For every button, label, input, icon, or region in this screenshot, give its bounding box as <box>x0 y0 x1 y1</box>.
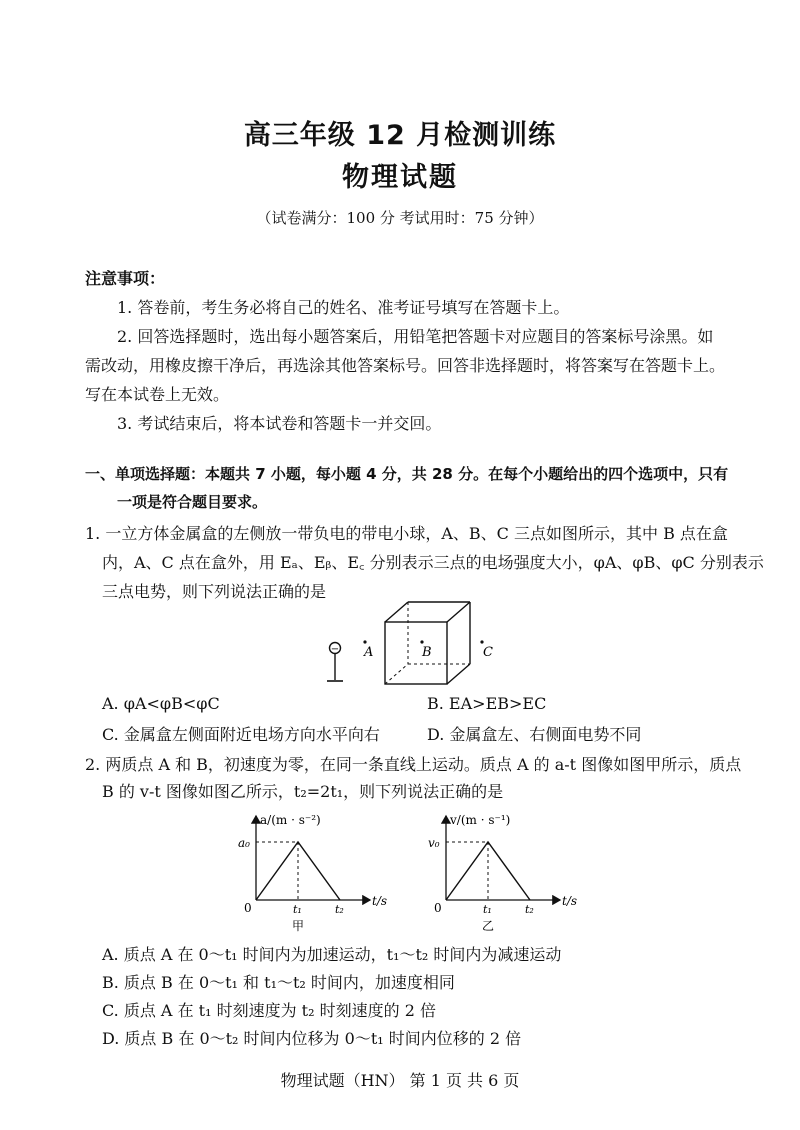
graph-b-xlabel: t/s <box>562 894 578 908</box>
graph-a-xlabel: t/s <box>372 894 388 908</box>
cube-hidden-edge <box>385 664 408 684</box>
point-b-dot <box>420 640 423 643</box>
cube-front-face <box>385 622 447 684</box>
cube-edge <box>447 664 470 684</box>
q2-option-d: D. 质点 B 在 0～t₂ 时间内位移为 0～t₁ 时间内位移的 2 倍 <box>102 1029 522 1048</box>
graph-b-origin: 0 <box>434 901 442 915</box>
point-a-dot <box>363 640 366 643</box>
graph-b-t2: t₂ <box>525 903 534 916</box>
exam-info: （试卷满分：100 分 考试用时：75 分钟） <box>256 209 544 227</box>
cube-edge <box>385 602 408 622</box>
notice-line-4: 写在本试卷上无效。 <box>85 385 230 404</box>
graph-b-caption: 乙 <box>482 919 495 933</box>
q2-text-2: B 的 v-t 图像如图乙所示，t₂=2t₁，则下列说法正确的是 <box>102 782 504 801</box>
page-title: 高三年级 12 月检测训练 <box>243 120 557 151</box>
point-c-dot <box>480 640 483 643</box>
graph-v-t <box>420 810 590 940</box>
q1-text-1: 1. 一立方体金属盒的左侧放一带负电的带电小球，A、B、C 三点如图所示，其中 B 点在盒 <box>85 524 728 543</box>
point-c-label: C <box>483 645 493 660</box>
section-heading-cont: 一项是符合题目要求。 <box>117 493 268 511</box>
q1-option-a: A. φA<φB<φC <box>102 694 220 713</box>
notice-line-1: 1. 答卷前，考生务必将自己的姓名、准考证号填写在答题卡上。 <box>117 298 570 317</box>
graph-b-peak-label: v₀ <box>428 836 440 850</box>
ball-sign: − <box>330 644 340 655</box>
q2-option-b: B. 质点 B 在 0～t₁ 和 t₁～t₂ 时间内，加速度相同 <box>102 973 455 992</box>
graph-a-peak-label: a₀ <box>238 836 250 850</box>
q1-text-2: 内，A、C 点在盒外，用 Eₐ、Eᵦ、E꜀ 分别表示三点的电场强度大小，φA、φB、φC 分别表示 <box>102 553 764 572</box>
q1-option-b: B. EA>EB>EC <box>427 694 547 713</box>
q1-option-d: D. 金属盒左、右侧面电势不同 <box>427 725 642 744</box>
section-heading: 一、单项选择题：本题共 7 小题，每小题 4 分，共 28 分。在每个小题给出的四个选项中，只有 <box>85 465 729 483</box>
q2-text-1: 2. 两质点 A 和 B，初速度为零，在同一条直线上运动。质点 A 的 a-t 图像如图甲所示，质点 <box>85 755 742 774</box>
cube-edge <box>447 602 470 622</box>
notice-line-5: 3. 考试结束后，将本试卷和答题卡一并交回。 <box>117 414 442 433</box>
point-b-label: B <box>422 645 432 660</box>
graph-a-t1: t₁ <box>293 903 302 916</box>
q2-option-c: C. 质点 A 在 t₁ 时刻速度为 t₂ 时刻速度的 2 倍 <box>102 1001 436 1020</box>
graph-a-ylabel: a/(m · s⁻²) <box>260 813 321 827</box>
graph-b-t1: t₁ <box>483 903 492 916</box>
graph-b-ylabel: v/(m · s⁻¹) <box>450 813 511 827</box>
notice-line-3: 需改动，用橡皮擦干净后，再选涂其他答案标号。回答非选择题时，将答案写在答题卡上。 <box>85 356 726 375</box>
point-a-label: A <box>364 645 374 660</box>
subject-title: 物理试题 <box>342 162 458 193</box>
q2-option-a: A. 质点 A 在 0～t₁ 时间内为加速运动，t₁～t₂ 时间内为减速运动 <box>102 945 562 964</box>
graph-a-t <box>230 810 390 940</box>
q1-text-3: 三点电势，则下列说法正确的是 <box>102 582 327 601</box>
q1-option-c: C. 金属盒左侧面附近电场方向水平向右 <box>102 725 380 744</box>
graph-a-t2: t₂ <box>335 903 344 916</box>
notice-heading: 注意事项： <box>85 269 166 288</box>
graph-a-caption: 甲 <box>292 919 305 933</box>
q1-cube-figure <box>310 600 510 690</box>
page-footer: 物理试题（HN） 第 1 页 共 6 页 <box>280 1071 520 1090</box>
graph-a-origin: 0 <box>244 901 252 915</box>
notice-line-2: 2. 回答选择题时，选出每小题答案后，用铅笔把答题卡对应题目的答案标号涂黑。如 <box>117 327 714 346</box>
